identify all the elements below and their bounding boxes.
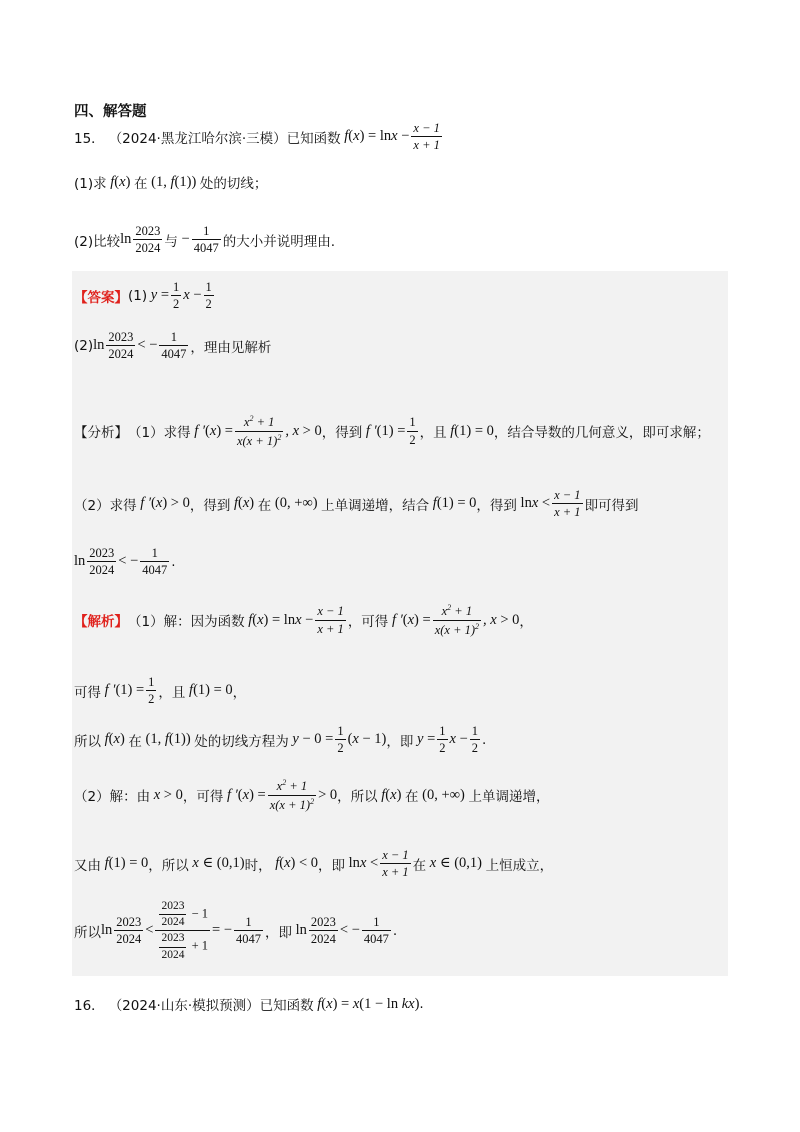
- less-than-minus: < −: [137, 337, 158, 354]
- lnx-inequality: lnx <: [348, 855, 379, 872]
- q15-part1-prefix: (1)求: [74, 176, 107, 192]
- solution-line6: [74, 900, 397, 962]
- q15-fraction: $\frac{x - 1}{x + 1}$: [317, 604, 344, 636]
- fprime-at-1: f ′(1) =: [101, 682, 145, 699]
- answer1-x-term: x −: [449, 731, 468, 748]
- fraction-half: $\frac{1}{2}$: [148, 675, 155, 707]
- analysis-l2-e: ，得到: [476, 497, 517, 514]
- fraction-1-4047: $\frac{1}{4047}$: [142, 546, 168, 578]
- answer-part2-prefix: (2): [74, 337, 94, 354]
- less-than-minus: < −: [339, 922, 360, 939]
- fraction-2023-2024: $\frac{2023}{2024}$: [108, 330, 134, 362]
- fraction-half: $\frac{1}{2}$: [205, 280, 212, 312]
- q15-part2-and: 与: [164, 233, 178, 250]
- fraction-2023-2024: $\frac{2023}{2024}$: [116, 915, 142, 947]
- analysis-l1-b: ，得到: [321, 425, 363, 442]
- solution-s3-a: 所以: [74, 733, 101, 750]
- f-at-1-zero: f(1) = 0: [185, 682, 233, 699]
- solution-line5: [74, 848, 553, 880]
- analysis-l2-b: ，得到: [189, 497, 231, 514]
- solution-s5-e: 在: [412, 857, 427, 874]
- fraction-1-4047: $\frac{1}{4047}$: [236, 915, 262, 947]
- q15-part1-at: 在: [134, 176, 148, 192]
- fraction-2023-2024: $\frac{2023}{2024}$: [135, 224, 161, 256]
- interval-formula: (0, +∞): [271, 495, 322, 512]
- q15-function-formula: f(x) = lnx −: [244, 611, 314, 628]
- fraction-1-4047: $\frac{1}{4047}$: [363, 915, 389, 947]
- q15-stem: [74, 121, 444, 153]
- q15-part2: [74, 224, 335, 256]
- fraction-2023-2024: $\frac{2023}{2024}$: [310, 915, 336, 947]
- q15-stem-text: 已知函数: [286, 130, 341, 147]
- f-at-1-zero: f(1) = 0: [429, 495, 477, 512]
- solution-s4-b: ，可得: [182, 789, 224, 806]
- solution-s3-b: 在: [128, 733, 142, 750]
- solution-s5-d: ，即: [318, 857, 346, 874]
- fx-formula: f(x): [377, 786, 402, 803]
- greater-than-zero: > 0: [318, 786, 338, 803]
- fx-negative: f(x) < 0: [271, 855, 319, 872]
- fraction-half: $\frac{1}{2}$: [337, 724, 344, 756]
- fraction-half: $\frac{1}{2}$: [439, 724, 446, 756]
- derivative-formula: f ′(x) =: [388, 611, 431, 628]
- fraction-half: $\frac{1}{2}$: [409, 415, 416, 447]
- q15-part2-suffix: 的大小并说明理由.: [222, 233, 336, 250]
- solution-s6-b: ，即: [265, 924, 293, 941]
- equals-minus: = −: [212, 922, 233, 939]
- q16-stem: [74, 994, 424, 1014]
- analysis-l2-d: 上单调递增，结合: [321, 497, 430, 514]
- q15-part1-suffix: 处的切线；: [199, 176, 268, 192]
- analysis-l2-c: 在: [257, 497, 272, 514]
- q15-fraction: $\frac{x - 1}{x + 1}$: [554, 488, 581, 520]
- less-than: <: [145, 922, 154, 939]
- solution-s2-c: ，: [232, 684, 247, 701]
- analysis-l1-c: ，且: [419, 425, 447, 442]
- analysis-l2-f: 即可得到: [584, 497, 639, 514]
- ln-formula: ln: [74, 553, 86, 570]
- derivative-formula: f ′(x) =: [223, 786, 266, 803]
- q16-end: .: [419, 996, 424, 1012]
- q15-function-formula: f(x) = lnx −: [340, 128, 410, 145]
- minus-sign: −: [177, 231, 190, 248]
- solution-s4-e: 上单调递增，: [468, 789, 550, 806]
- solution-s2-b: ，且: [158, 684, 186, 701]
- solution-s5-a: 又由: [74, 857, 101, 874]
- solution-line4: [74, 778, 549, 812]
- q16-stem-text: 已知函数: [259, 998, 314, 1014]
- answer1-formula: y =: [147, 287, 169, 304]
- section-title: 四、解答题: [74, 104, 147, 120]
- answer1-formula: y =: [413, 731, 436, 748]
- q15-source: （2024·黑龙江哈尔滨·三模）: [108, 130, 287, 147]
- fx-formula: f(x): [101, 731, 125, 748]
- q15-part1: [74, 172, 267, 192]
- fprime-at-1: f ′(1) =: [362, 422, 406, 439]
- compound-fraction: $\frac{2023}{2024}$ − 1 $\frac{2023}{2024}$ + 1: [155, 900, 210, 962]
- x-positive: x > 0: [150, 786, 183, 803]
- solution-s2-a: 可得: [74, 684, 101, 701]
- solution-s5-c: 时，: [244, 857, 272, 874]
- answer1-x-term: x −: [183, 287, 202, 304]
- q16-number: 16．: [74, 998, 105, 1014]
- solution-s4-a: （2）解：由: [74, 789, 151, 806]
- analysis-l2-a: （2）求得: [74, 497, 137, 514]
- solution-s1-a: （1）解：因为函数: [128, 614, 245, 631]
- analysis-l3-end: .: [171, 553, 176, 570]
- solution-line1: [74, 603, 533, 637]
- analysis-tag: 【分析】: [74, 425, 128, 442]
- solution-s1-b: ，可得: [347, 614, 389, 631]
- answer-tag: 【答案】: [74, 289, 128, 306]
- q15-part2-prefix: (2)比较: [74, 233, 121, 250]
- fprime-positive: f ′(x) > 0: [136, 495, 190, 512]
- answer-line1: [74, 280, 216, 312]
- analysis-l1-a: （1）求得: [128, 425, 191, 442]
- q16-function-formula: f(x) = x(1 − ln kx): [313, 995, 420, 1012]
- solution-s5-b: ，所以: [148, 857, 189, 874]
- solution-s4-c: ，所以: [337, 789, 378, 806]
- solution-tag: 【解析】: [74, 614, 128, 631]
- point-formula: (1, f(1)): [147, 173, 200, 190]
- q15-fraction: $\frac{x - 1}{x + 1}$: [413, 121, 440, 153]
- fx-formula: f(x): [230, 495, 255, 512]
- solution-s3-d: ，即: [386, 733, 414, 750]
- tangent-equation-tail: (x − 1): [347, 731, 387, 748]
- q15-number: 15．: [74, 130, 105, 147]
- solution-s4-d: 在: [405, 789, 419, 806]
- fraction-half: $\frac{1}{2}$: [173, 280, 180, 312]
- ln-formula: ln: [292, 922, 307, 939]
- solution-s3-c: 处的切线方程为: [194, 733, 289, 750]
- ln-formula: ln: [101, 922, 113, 939]
- lnx-inequality: lnx <: [520, 495, 551, 512]
- answer-part2-suffix: ，理由见解析: [190, 339, 272, 356]
- fraction-2023-2024: $\frac{2023}{2024}$: [89, 546, 115, 578]
- ln-formula: ln: [93, 337, 105, 354]
- solution-s6-c: .: [392, 922, 398, 939]
- derivative-fraction: $\frac{x^2 + 1}{x(x + 1)^2}$: [236, 414, 282, 448]
- derivative-fraction: $\frac{x^2 + 1}{x(x + 1)^2}$: [269, 778, 315, 812]
- analysis-line1: [74, 414, 710, 448]
- derivative-formula: f ′(x) =: [190, 422, 233, 439]
- f-at-1-zero: f(1) = 0: [101, 855, 149, 872]
- analysis-line3: [74, 546, 176, 578]
- x-in-interval: x ∈ (0,1): [426, 855, 482, 872]
- x-in-interval: x ∈ (0,1): [188, 855, 245, 872]
- x-positive: , x > 0: [483, 611, 520, 628]
- fx-formula: f(x): [106, 173, 131, 190]
- solution-s3-e: .: [482, 731, 487, 748]
- ln-formula: ln: [120, 231, 132, 248]
- solution-line2: [74, 675, 246, 707]
- fraction-1-4047: $\frac{1}{4047}$: [193, 224, 219, 256]
- tangent-equation: y − 0 =: [288, 731, 334, 748]
- fraction-1-4047: $\frac{1}{4047}$: [161, 330, 187, 362]
- x-positive: , x > 0: [285, 422, 322, 439]
- analysis-l1-d: ，结合导数的几何意义，即可求解；: [493, 425, 710, 442]
- f-at-1-zero: f(1) = 0: [446, 422, 494, 439]
- solution-s6-a: 所以: [74, 924, 101, 941]
- analysis-line2: [74, 488, 639, 520]
- derivative-fraction: $\frac{x^2 + 1}{x(x + 1)^2}$: [434, 603, 480, 637]
- less-than-minus: < −: [118, 553, 139, 570]
- solution-line3: [74, 724, 486, 756]
- answer-part1-prefix: (1): [128, 287, 148, 304]
- solution-s1-c: ，: [519, 614, 533, 631]
- fraction-half: $\frac{1}{2}$: [471, 724, 478, 756]
- answer-line2: [74, 330, 271, 362]
- point-formula: (1, f(1)): [141, 731, 195, 748]
- interval-formula: (0, +∞): [418, 786, 469, 803]
- q16-source: （2024·山东·模拟预测）: [108, 998, 260, 1014]
- solution-s5-f: 上恒成立，: [485, 857, 554, 874]
- q15-fraction: $\frac{x - 1}{x + 1}$: [382, 848, 409, 880]
